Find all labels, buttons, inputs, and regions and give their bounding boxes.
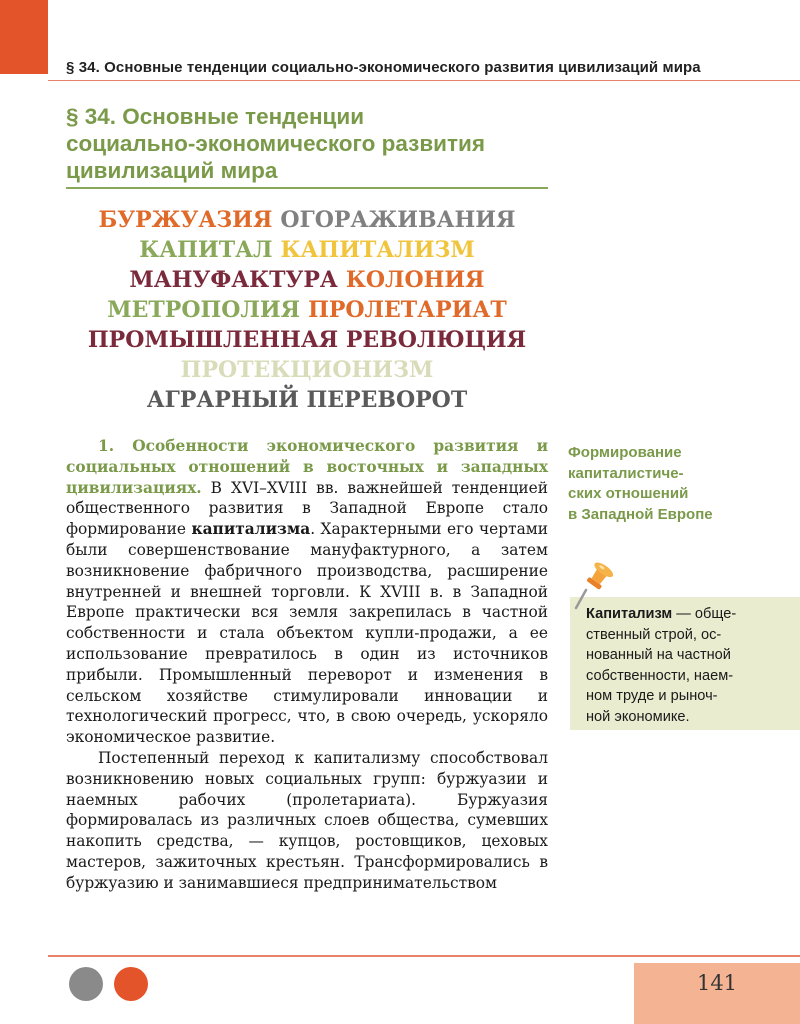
- terms-row: [66, 385, 548, 415]
- paragraph: Постепенный переход к капитализму способствовал возникновению новых социальных групп: буржуазии и наемных рабочих (пролетариата). Буржуазия формировалась из различных слоев общества, сумевших накопить средства, — купцов, ростовщиков, цеховых мастеров, зажиточных крестьян. Трансформировались в буржуазию и занимавшиеся предпринимательством: [66, 748, 548, 892]
- paragraph: [66, 436, 548, 748]
- margin-note-line: Формирование: [568, 444, 682, 461]
- term-protectionism: ПРОТЕКЦИОНИЗМ: [180, 357, 434, 383]
- term-metropolis: МЕТРОПОЛИЯ: [107, 297, 301, 323]
- definition-term: Капитализм: [586, 606, 673, 622]
- term-capitalism: КАПИТАЛИЗМ: [280, 237, 475, 263]
- header-divider: [48, 80, 800, 81]
- margin-note-line: в Западной Европе: [568, 505, 713, 523]
- orange-corner-tab: [0, 0, 48, 74]
- section-heading: 1. Особенности экономического развития и социальных отношений в восточных и западных цивилизациях.: [66, 437, 548, 497]
- title-line: социально-экономического развития: [66, 131, 485, 156]
- terms-row: [66, 235, 548, 265]
- definition-line: ственный строй, ос-: [586, 626, 722, 643]
- title-line: цивилизаций мира: [66, 158, 278, 183]
- page-number: 141: [696, 971, 738, 995]
- terms-row: [66, 295, 548, 325]
- pushpin-icon: [572, 560, 620, 612]
- definition-line: собственности, наем-: [586, 667, 734, 684]
- term-proletariat: ПРОЛЕТАРИАТ: [308, 297, 507, 323]
- running-header: § 34. Основные тенденции социально-экономического развития цивилизаций мира: [66, 59, 701, 76]
- key-terms-cloud: [66, 205, 548, 415]
- definition-line: ном труде и рыноч-: [586, 688, 718, 704]
- title-underline: [66, 187, 548, 189]
- terms-row: [66, 265, 548, 295]
- main-text: [66, 436, 548, 894]
- term-agrarian-revolution: АГРАРНЫЙ ПЕРЕВОРОТ: [146, 387, 468, 413]
- definition-line: ной экономике.: [586, 708, 690, 725]
- terms-row: [66, 355, 548, 385]
- gray-circle-marker: [69, 967, 103, 1001]
- definition-line: нованный на частной: [586, 647, 731, 663]
- term-capital: КАПИТАЛ: [139, 237, 273, 263]
- margin-note-line: капиталистиче-: [568, 464, 684, 482]
- definition-text: — обще-: [672, 606, 737, 622]
- terms-row: [66, 205, 548, 235]
- term-colony: КОЛОНИЯ: [345, 267, 485, 293]
- orange-circle-marker: [114, 967, 148, 1001]
- term-manufactory: МАНУФАКТУРА: [129, 267, 338, 293]
- text-run: . Характерными его чертами были совершенствование мануфактурного, а затем возникновение фабричного производства, расширение внутренней и внешней торговли. К XVIII в. в Западной Европе практически вся земля закрепилась в частной собственности и стала объектом купли-продажи, а ее использование превратилось в один из источников прибыли. Промышленный переворот и изменения в сельском хозяйстве стимулировали инновации и технологический прогресс, что, в свою очередь, ускоряло экономическое развитие.: [66, 520, 548, 747]
- page-number-box: [634, 963, 800, 1024]
- term-industrial-revolution: ПРОМЫШЛЕННАЯ РЕВОЛЮЦИЯ: [87, 327, 527, 353]
- text-run: В XVI–XVIII вв. важнейшей тенденцией общественного развития в Западной Европе стало формирование: [66, 478, 548, 539]
- terms-row: [66, 325, 548, 355]
- margin-note-line: ских отношений: [568, 485, 689, 502]
- bold-term: капитализма: [191, 520, 311, 539]
- page-title: [66, 103, 566, 184]
- term-bourgeoisie: БУРЖУАЗИЯ: [98, 207, 273, 233]
- term-enclosures: ОГОРАЖИВАНИЯ: [280, 207, 516, 233]
- footer-divider: [48, 955, 800, 957]
- margin-note: [568, 443, 768, 525]
- definition-box: [570, 597, 800, 730]
- title-line: § 34. Основные тенденции: [66, 104, 365, 129]
